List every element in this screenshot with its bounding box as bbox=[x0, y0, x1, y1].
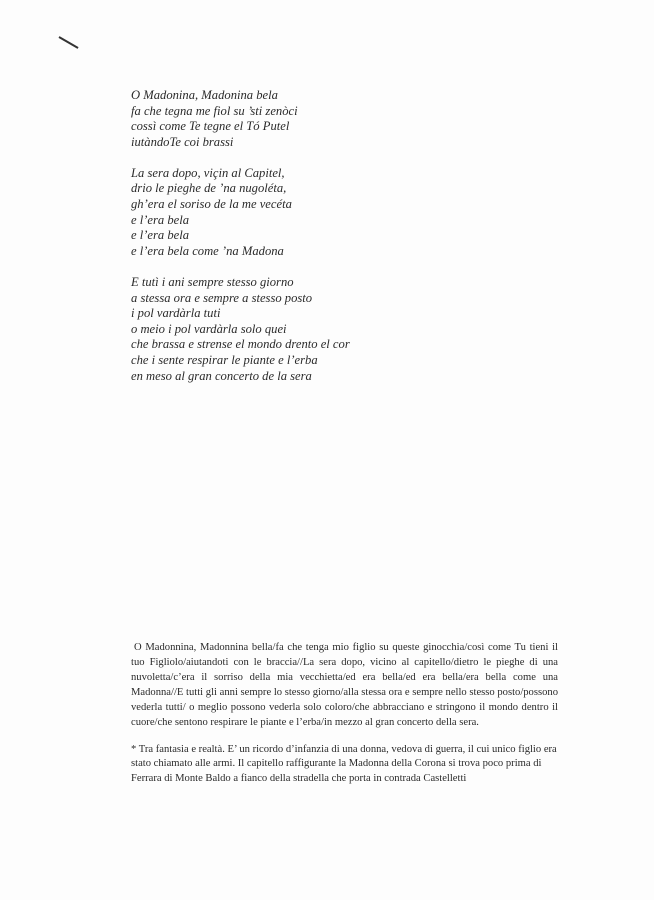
poem-verse: iutàndoTe coi brassi bbox=[131, 134, 234, 149]
poem-stanza-3 bbox=[131, 275, 551, 384]
poem-verse: a stessa ora e sempre a stesso posto bbox=[131, 290, 313, 305]
poem-verse: cossì come Te tegne el Tó Putel bbox=[131, 119, 290, 134]
footnote: * Tra fantasia e realtà. E’ un ricordo d’infanzia di una donna, vedova di guerra, il cui unico figlio era stato chiamato alle armi. Il capitello raffigurante la Madonna della Corona si trova poco prima di Ferrara di Monte Baldo a fianco della stradella che porta in contrada Castelletti bbox=[131, 743, 557, 784]
poem-verse: drio le pieghe de ’na nugoléta, bbox=[131, 181, 287, 196]
poem-verse: en meso al gran concerto de la sera bbox=[131, 368, 312, 383]
poem-verse: gh’era el soriso de la me vecéta bbox=[131, 197, 292, 212]
poem-verse: che brassa e strense el mondo drento el cor bbox=[131, 337, 350, 352]
poem-verse: fa che tegna me fiol su ’sti zenòci bbox=[131, 103, 298, 118]
poem-verse: che i sente respirar le piante e l’erba bbox=[131, 352, 318, 367]
poem-verse: La sera dopo, viçin al Capitel, bbox=[131, 165, 285, 180]
poem-verse: E tutì i ani sempre stesso giorno bbox=[131, 274, 294, 289]
poem-verse: O Madonina, Madonina bela bbox=[131, 88, 278, 102]
poem-verse: e l’era bela bbox=[131, 228, 190, 243]
poem-verse: i pol vardàrla tuti bbox=[131, 306, 221, 321]
poem-stanza-1 bbox=[131, 88, 551, 150]
poem-verse: o meio i pol vardàrla solo quei bbox=[131, 321, 287, 336]
poem bbox=[131, 88, 551, 400]
poem-verse: e l’era bela bbox=[131, 212, 190, 227]
italian-translation: O Madonnina, Madonnina bella/fa che tenga mio figlio su queste ginocchia/così come Tu tieni il tuo Figliolo/aiutandoti con le braccia//La sera dopo, vicino al capitello/dietro le pieghe di una nuvoletta/c’era il sorriso della mia vecchietta/ed era bella/ed era bella/era bella come una Madonna//E tutti gli anni sempre lo stesso giorno/alla stessa ora e sempre nello stesso posto/possono vederla tutti/ o meglio possono vederla solo coloro/che abbracciano e stringono il mondo dentro il cuore/che sentono respirare le piante e l’erba/in mezzo al gran concerto della sera. bbox=[131, 641, 558, 729]
poem-stanza-2 bbox=[131, 166, 551, 260]
poem-verse: e l’era bela come ’na Madona bbox=[131, 243, 284, 258]
pen-mark bbox=[59, 36, 79, 49]
